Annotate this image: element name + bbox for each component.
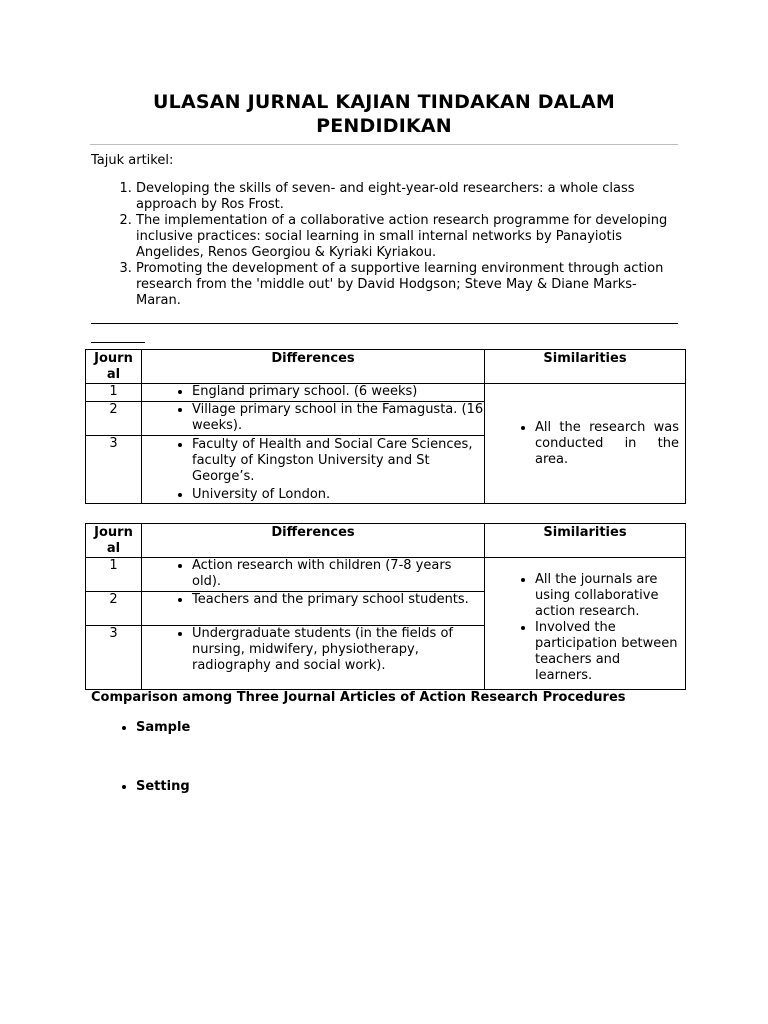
article-item: 3. Promoting the development of a supportive learning environment through action research from the 'middle out' by David Hodgson; Steve May & Diane Marks-Maran. <box>136 261 681 309</box>
difference-cell <box>142 558 485 592</box>
journal-number: 2 <box>86 402 142 436</box>
article-title-label: Tajuk artikel: <box>91 153 174 168</box>
title-divider <box>90 144 678 145</box>
similarity-cell <box>485 558 686 690</box>
section-bullet: • Setting <box>136 779 190 795</box>
sample-comparison-table <box>85 523 686 690</box>
difference-cell <box>142 436 485 504</box>
journal-number: 3 <box>86 436 142 504</box>
journal-header: Journ al <box>86 350 142 384</box>
separator-line <box>91 323 678 324</box>
difference-item: • Action research with children (7-8 years old). <box>192 558 484 590</box>
difference-cell <box>142 402 485 436</box>
difference-item: • Village primary school in the Famagusta. (16 weeks). <box>192 402 484 434</box>
article-item: 1. Developing the skills of seven- and eight-year-old researchers: a whole class approach by Ros Frost. <box>136 181 681 213</box>
setting-comparison-table <box>85 349 686 504</box>
journal-number: 1 <box>86 558 142 592</box>
journal-number: 3 <box>86 626 142 690</box>
similarity-item: • Involved the participation between teachers and learners. <box>535 620 679 684</box>
similarity-item: • All the research was conducted in the area. <box>535 420 679 468</box>
difference-item: • University of London. <box>192 487 484 503</box>
similarity-item: • All the journals are using collaborative action research. <box>535 572 679 620</box>
difference-cell <box>142 384 485 402</box>
journal-number: 1 <box>86 384 142 402</box>
separator-line-short <box>91 342 145 343</box>
comparison-heading: Comparison among Three Journal Articles of Action Research Procedures <box>91 690 626 705</box>
journal-header: Journ al <box>86 524 142 558</box>
article-list <box>91 181 681 309</box>
similarities-header: Similarities <box>485 350 686 384</box>
differences-header: Differences <box>142 524 485 558</box>
similarity-cell <box>485 384 686 504</box>
document-title: ULASAN JURNAL KAJIAN TINDAKAN DALAM PENDIDIKAN <box>153 91 615 137</box>
difference-item: • Faculty of Health and Social Care Sciences, faculty of Kingston University and St George’s. <box>192 437 484 485</box>
section-bullet-list <box>91 779 190 795</box>
difference-cell <box>142 592 485 626</box>
difference-item: • Undergraduate students (in the fields of nursing, midwifery, physiotherapy, radiography and social work). <box>192 626 484 674</box>
similarities-header: Similarities <box>485 524 686 558</box>
difference-cell <box>142 626 485 690</box>
journal-number: 2 <box>86 592 142 626</box>
difference-item: • Teachers and the primary school students. <box>192 592 484 608</box>
section-bullet: • Sample <box>136 720 190 736</box>
article-item: 2. The implementation of a collaborative action research programme for developing inclusive practices: social learning in small internal networks by Panayiotis Angelides, Renos Georgiou & Kyriaki Kyriakou. <box>136 213 681 261</box>
section-bullet-list <box>91 720 190 736</box>
differences-header: Differences <box>142 350 485 384</box>
difference-item: • England primary school. (6 weeks) <box>192 384 484 400</box>
